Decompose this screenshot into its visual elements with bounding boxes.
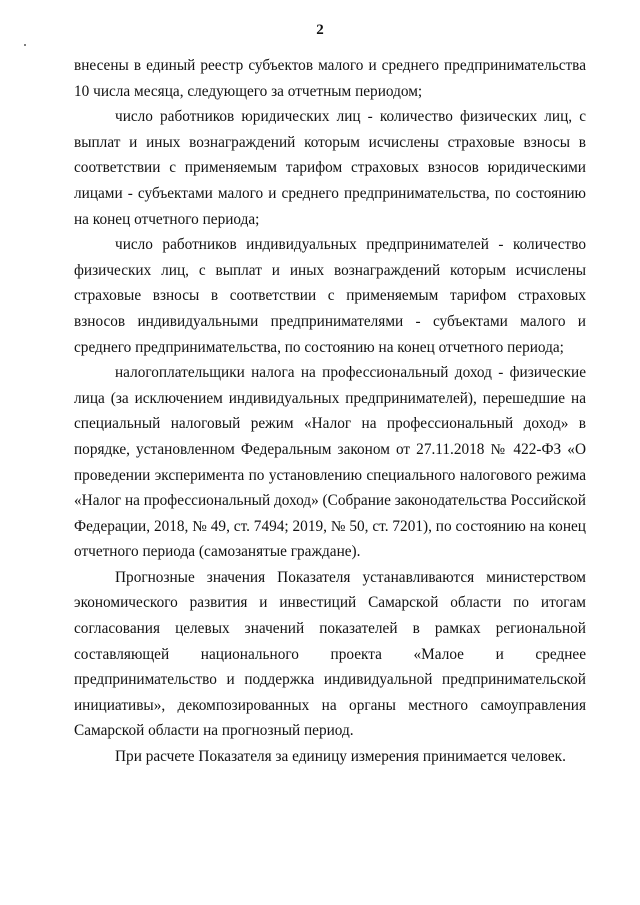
paragraph-3: число работников индивидуальных предпринимателей - количество физических лиц, с выплат и иных вознаграждений которым исчислены страховые взносы в соответствии с применяемым тарифом страховых взносов индивидуальными предпринимателями - субъектами малого и среднего предпринимательства, по состоянию на конец отчетного периода; — [74, 236, 586, 356]
document-body — [74, 53, 586, 770]
paragraph-6: При расчете Показателя за единицу измерения принимается человек. — [115, 748, 566, 766]
paragraph-2: число работников юридических лиц - количество физических лиц, с выплат и иных вознаграждений которым исчислены страховые взносы в соответствии с применяемым тарифом страховых взносов юридическими лицами - субъектами малого и среднего предпринимательства, по состоянию на конец отчетного периода; — [74, 108, 586, 228]
paragraph-1: внесены в единый реестр субъектов малого и среднего предпринимательства 10 числа месяца, следующего за отчетным периодом; — [74, 57, 586, 100]
paragraph-5: Прогнозные значения Показателя устанавливаются министерством экономического развития и инвестиций Самарской области по итогам согласования целевых значений показателей в рамках региональной составляющей национального проекта «Малое и среднее предпринимательство и поддержка индивидуальной предпринимательской инициативы», декомпозированных на органы местного самоуправления Самарской области на прогнозный период. — [74, 568, 586, 740]
paragraph-4: налогоплательщики налога на профессиональный доход - физические лица (за исключением индивидуальных предпринимателей), перешедшие на специальный налоговый режим «Налог на профессиональный доход» в порядке, установленном Федеральным законом от 27.11.2018 № 422-ФЗ «О проведении эксперимента по установлению специального налогового режима «Налог на профессиональный доход» (Собрание законодательства Российской Федерации, 2018, № 49, ст. 7494; 2019, № 50, ст. 7201), по состоянию на конец отчетного периода (самозанятые граждане). — [74, 364, 586, 561]
stray-mark — [24, 44, 26, 46]
page-number: 2 — [316, 22, 324, 38]
